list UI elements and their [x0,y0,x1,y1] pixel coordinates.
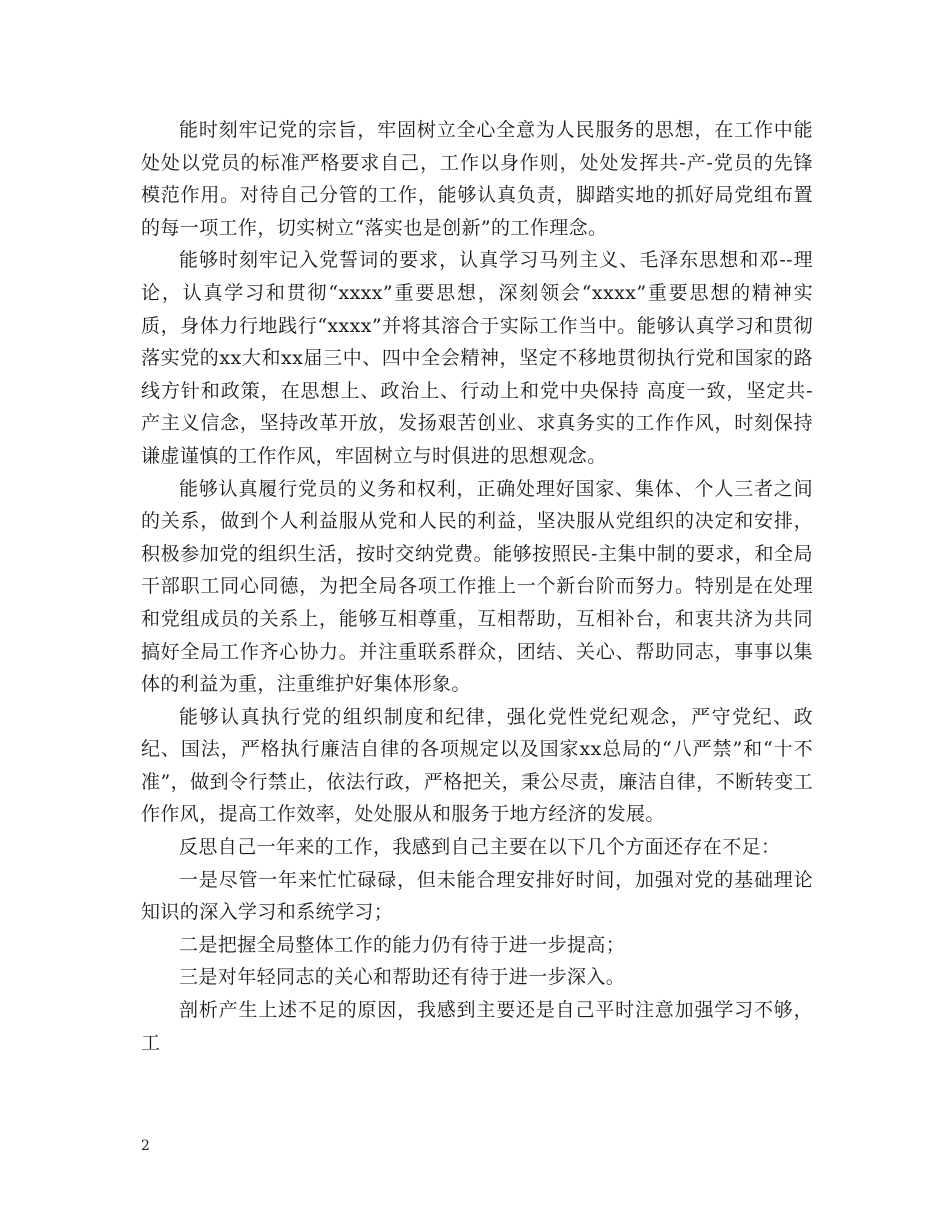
paragraph: 一是尽管一年来忙忙碌碌，但未能合理安排好时间，加强对党的基础理论知识的深入学习和系统学习； [141,868,813,924]
paragraph: 能够认真履行党员的义务和权利，正确处理好国家、集体、个人三者之间的关系，做到个人利益服从党和人民的利益，坚决服从党组织的决定和安排，积极参加党的组织生活，按时交纳党费。能够按照民-主集中制的要求，和全局干部职工同心同德，为把全局各项工作推上一个新台阶而努力。特别是在处理和党组成员的关系上，能够互相尊重，互相帮助，互相补台，和衷共济为共同搞好全局工作齐心协力。并注重联系群众，团结、关心、帮助同志，事事以集体的利益为重，注重维护好集体形象。 [141,477,813,696]
paragraph: 三是对年轻同志的关心和帮助还有待于进一步深入。 [179,966,626,989]
document-body [141,114,813,1059]
paragraph: 反思自己一年来的工作，我感到自己主要在以下几个方面还存在不足： [179,836,781,859]
paragraph: 二是把握全局整体工作的能力仍有待于进一步提高； [179,933,626,956]
paragraph: 能够时刻牢记入党誓词的要求，认真学习马列主义、毛泽东思想和邓--理论，认真学习和贯彻“xxxx”重要思想，深刻领会“xxxx”重要思想的精神实质，身体力行地践行“xxxx”并将其溶合于实际工作当中。能够认真学习和贯彻落实党的xx大和xx届三中、四中全会精神，坚定不移地贯彻执行党和国家的路线方针和政策，在思想上、政治上、行动上和党中央保持 高度一致，坚定共-产主义信念，坚持改革开放，发扬艰苦创业、求真务实的工作作风，时刻保持谦虚谨慎的工作作风，牢固树立与时俱进的思想观念。 [141,249,813,467]
paragraph: 能够认真执行党的组织制度和纪律，强化党性党纪观念，严守党纪、政纪、国法，严格执行廉洁自律的各项规定以及国家xx总局的“八严禁”和“十不准”，做到令行禁止，依法行政，严格把关，秉公尽责，廉洁自律，不断转变工作作风，提高工作效率，处处服从和服务于地方经济的发展。 [141,705,813,826]
page-number: 2 [141,1138,150,1154]
paragraph: 能时刻牢记党的宗旨，牢固树立全心全意为人民服务的思想，在工作中能处处以党员的标准严格要求自己，工作以身作则，处处发挥共-产-党员的先锋模范作用。对待自己分管的工作，能够认真负责，脚踏实地的抓好局党组布置的每一项工作，切实树立“落实也是创新”的工作理念。 [141,119,813,239]
paragraph: 剖析产生上述不足的原因，我感到主要还是自己平时注意加强学习不够，工 [141,999,813,1054]
